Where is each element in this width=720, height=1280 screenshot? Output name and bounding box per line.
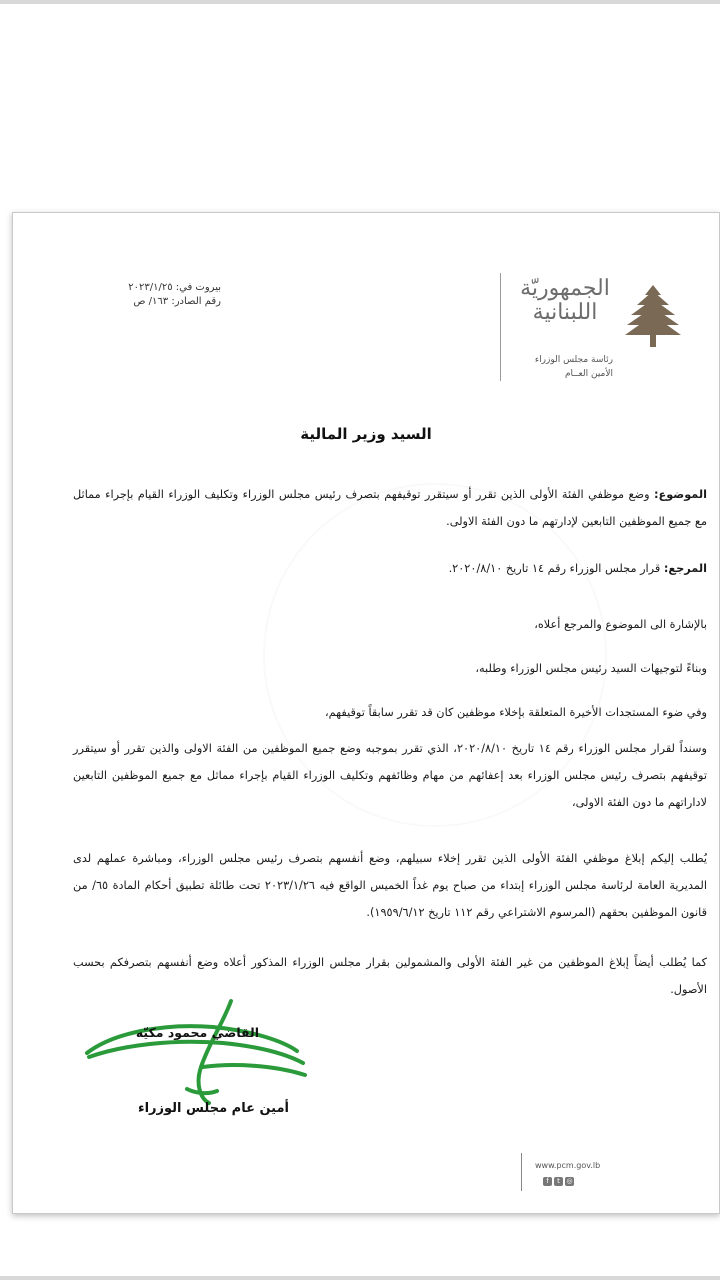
addressee: السيد وزير المالية: [300, 425, 432, 443]
letterhead-logo: [493, 269, 683, 389]
header-divider: [500, 273, 501, 381]
twitter-icon: t: [554, 1177, 563, 1186]
footer-url: www.pcm.gov.lb: [535, 1161, 601, 1170]
date-line: بيروت في: ٢٠٢٣/١/٢٥: [128, 282, 221, 293]
footer-divider: [521, 1153, 522, 1191]
office-line-1: رئاسة مجلس الوزراء: [534, 355, 613, 365]
subject-label: الموضوع:: [653, 488, 707, 501]
reference-text: قرار مجلس الوزراء رقم ١٤ تاريخ ٢٠٢٠/٨/١٠.: [448, 562, 661, 575]
republic-emblem: [515, 277, 615, 325]
emblem-line-1: الجمهوريّة: [520, 276, 610, 301]
office-line-2: الأمين العــام: [564, 369, 613, 379]
cedar-tree-icon: [623, 281, 683, 351]
emblem-line-2: اللبنانية: [532, 300, 598, 325]
reference-paragraph: [73, 555, 707, 582]
reference-number: رقم الصادر: ١٦٣/ ص: [133, 296, 221, 307]
top-shade: [0, 0, 720, 4]
reference-label: المرجع:: [663, 562, 707, 575]
paragraph-1: بالإشارة الى الموضوع والمرجع أعلاه،: [534, 618, 707, 631]
subject-text: وضع موظفي الفئة الأولى الذين تقرر أو سيتقرر توقيفهم بتصرف رئيس مجلس الوزراء وتكليف الوزراء القيام بإجراء مماثل مع جميع الموظفين التابعين لإدارتهم ما دون الفئة الاولى.: [73, 488, 707, 528]
bottom-shade: [0, 1276, 720, 1280]
paragraph-6: كما يُطلب أيضاً إبلاغ الموظفين من غير الفئة الأولى والمشمولين بقرار مجلس الوزراء المذكور أعلاه وضع أنفسهم بتصرفكم بحسب الأصول.: [73, 956, 707, 996]
paragraph-4: وسنداً لقرار مجلس الوزراء رقم ١٤ تاريخ ٢٠٢٠/٨/١٠، الذي تقرر بموجبه وضع جميع الموظفين من الفئة الاولى والذين تقرر أو سيتقرر توقيفهم بتصرف رئيس مجلس الوزراء بعد إعفائهم من مهام وظائفهم وتكليف الوزراء القيام بإجراء مماثل مع جميع الموظفين التابعين لاداراتهم ما دون الفئة الاولى،: [73, 742, 707, 809]
signatory-name: القاضي محمود مكيّه: [135, 1025, 259, 1040]
facebook-icon: f: [543, 1177, 552, 1186]
office-name: [503, 353, 613, 381]
paragraph-3: وفي ضوء المستجدات الأخيرة المتعلقة بإخلاء موظفين كان قد تقرر سابقاً توقيفهم،: [324, 706, 707, 719]
subject-paragraph: [73, 481, 707, 535]
paragraph-2: وبناءً لتوجيهات السيد رئيس مجلس الوزراء وطلبه،: [475, 662, 707, 675]
letter-page: [12, 212, 720, 1214]
paragraph-5: يُطلب إليكم إبلاغ موظفي الفئة الأولى الذين تقرر إخلاء سبيلهم، وضع أنفسهم بتصرف رئيس مجلس الوزراء، ومباشرة عملهم لدى المديرية العامة لرئاسة مجلس الوزراء إبتداء من صباح يوم غداً الخميس الواقع فيه ٢٠٢٣/١/٢٦ تحت طائلة تطبيق أحكام المادة ٦٥/ من قانون الموظفين بحقهم (المرسوم الاشتراعي رقم ١١٢ تاريخ ١٩٥٩/٦/١٢).: [73, 852, 707, 919]
social-icons: [543, 1177, 574, 1186]
signatory-title: أمين عام مجلس الوزراء: [137, 1101, 289, 1116]
header-meta: [91, 281, 221, 309]
instagram-icon: ◎: [566, 1177, 573, 1185]
